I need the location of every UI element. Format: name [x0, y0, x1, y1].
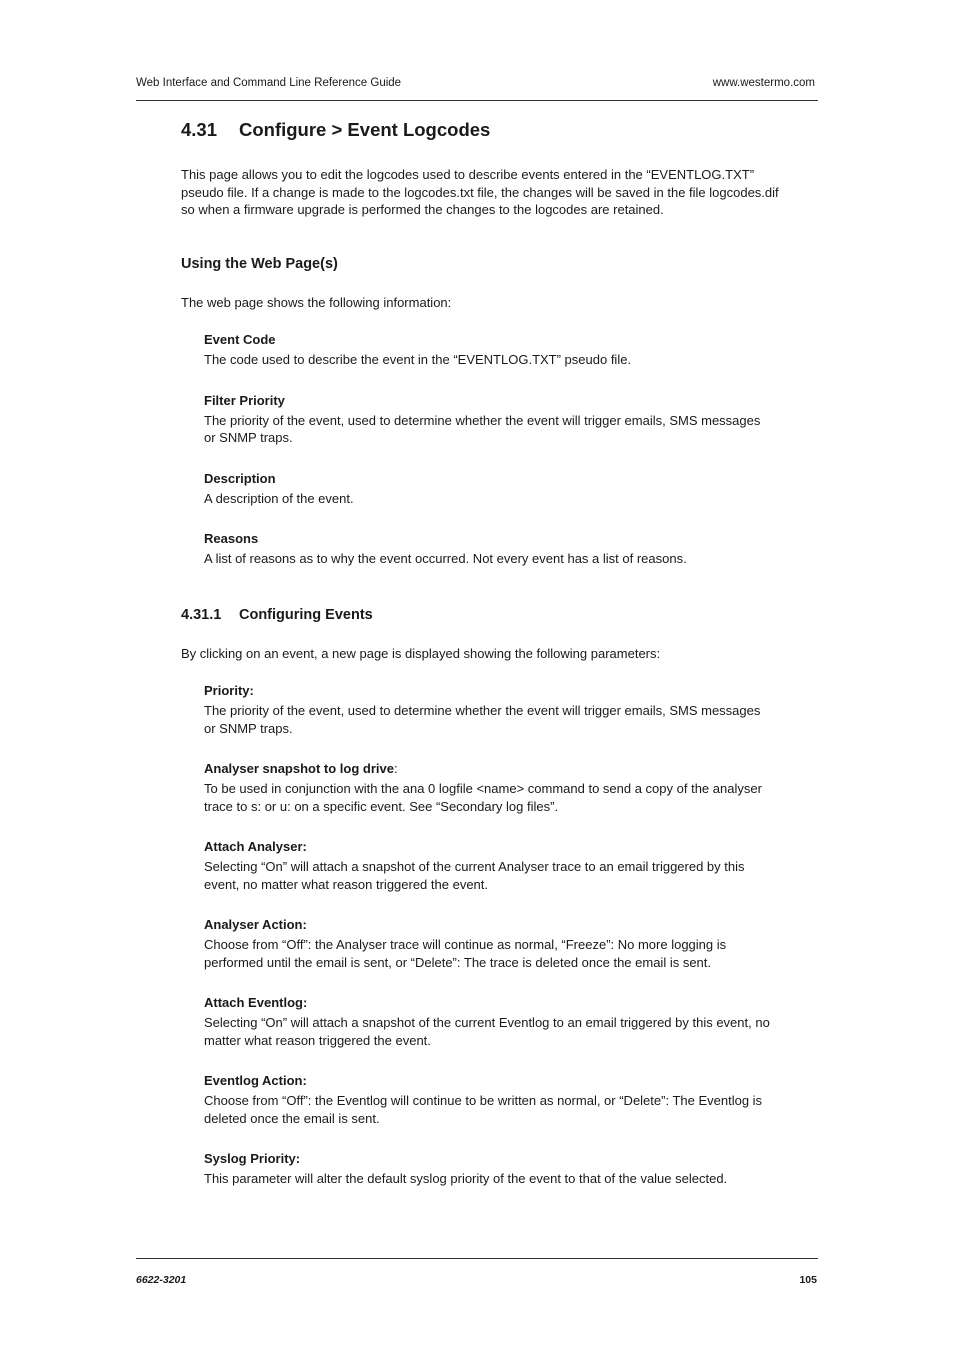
field-desc: A description of the event. [204, 490, 354, 506]
param-desc: The priority of the event, used to determine whether the event will trigger emails, SMS messages or SNMP traps. [204, 703, 761, 736]
param-analyser-snapshot [204, 760, 774, 815]
param-syslog-priority [204, 1150, 774, 1188]
param-analyser-action [204, 916, 774, 971]
param-desc: Selecting “On” will attach a snapshot of the current Analyser trace to an email triggered by this event, no matter what reason triggered the event. [204, 859, 745, 892]
running-header-title: Web Interface and Command Line Reference Guide [136, 77, 402, 89]
subsection-lead: By clicking on an event, a new page is displayed showing the following parameters: [181, 645, 661, 661]
subsection-number: 4.31.1 [181, 606, 222, 623]
field-filter-priority [204, 392, 774, 447]
param-desc: This parameter will alter the default syslog priority of the event to that of the value selected. [204, 1171, 728, 1186]
running-header-website: www.westermo.com [712, 77, 815, 89]
param-term-line [204, 760, 774, 778]
section-number: 4.31 [181, 119, 218, 140]
field-reasons [204, 530, 774, 568]
subsection-heading [181, 605, 781, 625]
param-desc: To be used in conjunction with the ana 0 logfile <name> command to send a copy of the analyser trace to s: or u: on a specific event. See “Secondary log files”. [204, 781, 762, 814]
document-number: 6622-3201 [136, 1274, 187, 1286]
page-number: 105 [799, 1274, 817, 1286]
field-term: Filter Priority [204, 392, 285, 408]
param-desc: Selecting “On” will attach a snapshot of the current Eventlog to an email triggered by this event, no matter what reason triggered the event. [204, 1015, 770, 1048]
field-event-code [204, 331, 774, 369]
spacer [181, 591, 781, 605]
param-term: Eventlog Action: [204, 1073, 307, 1088]
section-title: Configure > Event Logcodes [239, 119, 491, 140]
page-content [181, 118, 781, 1211]
section-intro: This page allows you to edit the logcodes used to describe events entered in the “EVENTLOG.TXT” pseudo file. If a change is made to the logcodes.txt file, the changes will be saved in the file logcodes.dif so when a firmware upgrade is performed the changes to the logcodes are retained. [181, 167, 779, 217]
param-term: Attach Eventlog: [204, 995, 308, 1010]
param-attach-analyser [204, 838, 774, 893]
section-heading [181, 118, 781, 142]
param-term-colon: : [394, 761, 398, 776]
param-attach-eventlog [204, 994, 774, 1049]
field-desc: The code used to describe the event in the “EVENTLOG.TXT” pseudo file. [204, 352, 632, 367]
footer-rule [136, 1258, 818, 1259]
field-term: Reasons [204, 531, 259, 546]
web-pages-lead: The web page shows the following information: [181, 294, 452, 310]
param-priority [204, 682, 774, 737]
field-term: Event Code [204, 332, 276, 347]
param-term: Syslog Priority: [204, 1151, 301, 1166]
param-term: Priority: [204, 683, 254, 698]
field-term: Description [204, 470, 276, 486]
web-pages-heading: Using the Web Page(s) [181, 255, 338, 272]
param-desc: Choose from “Off”: the Analyser trace will continue as normal, “Freeze”: No more logging is performed until the email is sent, or “Delete”: The trace is deleted once the email is sent. [204, 937, 727, 970]
param-term: Analyser snapshot to log drive [204, 761, 394, 776]
param-term: Attach Analyser: [204, 839, 307, 854]
field-desc: The priority of the event, used to determine whether the event will trigger emails, SMS messages or SNMP traps. [204, 412, 761, 445]
subsection-title: Configuring Events [239, 606, 373, 623]
param-term: Analyser Action: [204, 917, 307, 932]
param-eventlog-action [204, 1072, 774, 1127]
param-desc: Choose from “Off”: the Eventlog will continue to be written as normal, or “Delete”: The Eventlog is deleted once the email is sent. [204, 1093, 763, 1126]
field-description [204, 470, 774, 508]
field-desc: A list of reasons as to why the event occurred. Not every event has a list of reasons. [204, 551, 687, 566]
header-rule [136, 100, 818, 101]
